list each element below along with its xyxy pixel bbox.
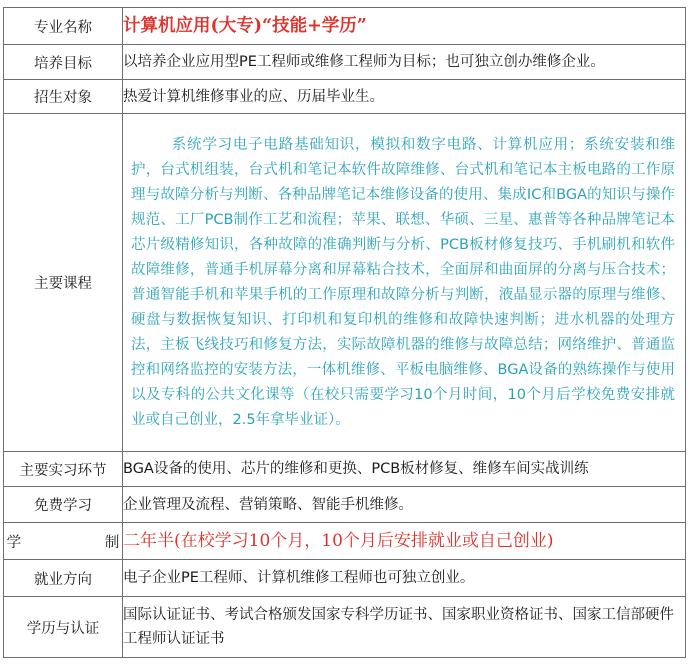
program-info-table [3,7,686,658]
row-free [4,487,686,523]
label-goal: 培养目标 [4,45,123,80]
label-free: 免费学习 [4,487,123,523]
duration-label-text: 学 制 [6,534,133,551]
courses-text: 系统学习电子电路基础知识，模拟和数字电路、计算机应用；系统安装和维护，台式机组装，台式机和笔记本软件故障维修、台式机和笔记本主板电路的工作原理与故障分析与判断、各种品牌笔记本维修设备的使用、集成IC和BGA的知识与操作规范、工厂PCB制作工艺和流程；苹果、联想、华硕、三星、惠普等各种品牌笔记本芯片级精修知识，各种故障的准确判断与分析、PCB板材修复技巧、手机刷机和软件故障维修，普通手机屏幕分离和屏幕粘合技术，全面屏和曲面屏的分离与压合技术；普通智能手机和苹果手机的工作原理和故障分析与判断，液晶显示器的原理与维修、硬盘与数据恢复知识、打印机和复印机的维修和故障快速判断；进水机器的处理方法，主板飞线技巧和修复方法，实际故障机器的维修与故障总结；网络维护、普通监控和网络监控的安装方法，一体机维修、平板电脑维修、BGA设备的熟练操作与使用以及专科的公共文化课等（在校只需要学习10个月时间，10个月后学校免费安排就业或自己创业，2.5年拿毕业证）。 [131,136,675,428]
label-career: 就业方向 [4,560,123,597]
label-duration [4,523,133,560]
row-career [4,560,686,597]
row-major [4,8,686,45]
value-internship: BGA设备的使用、芯片的维修和更换、PCB板材修复、维修车间实战训练 [123,452,686,487]
row-students [4,80,686,114]
row-certificate [4,597,686,658]
label-major: 专业名称 [4,8,123,45]
value-students: 热爱计算机维修事业的应、历届毕业生。 [123,80,686,114]
value-courses [123,114,686,452]
row-internship [4,452,686,487]
label-courses: 主要课程 [4,114,123,452]
value-career: 电子企业PE工程师、计算机维修工程师也可独立创业。 [123,560,686,597]
row-courses [4,114,686,452]
label-students: 招生对象 [4,80,123,114]
label-certificate: 学历与认证 [4,597,123,658]
row-goal [4,45,686,80]
value-duration: 二年半(在校学习10个月，10个月后安排就业或自己创业) [123,523,686,560]
value-goal: 以培养企业应用型PE工程师或维修工程师为目标；也可独立创办维修企业。 [123,45,686,80]
label-internship: 主要实习环节 [4,452,123,487]
row-duration [4,523,686,560]
value-certificate: 国际认证证书、考试合格颁发国家专科学历证书、国家职业资格证书、国家工信部硬件工程师认证证书 [123,597,686,658]
value-free: 企业管理及流程、营销策略、智能手机维修。 [123,487,686,523]
value-major: 计算机应用(大专)“技能+学历” [123,8,686,45]
